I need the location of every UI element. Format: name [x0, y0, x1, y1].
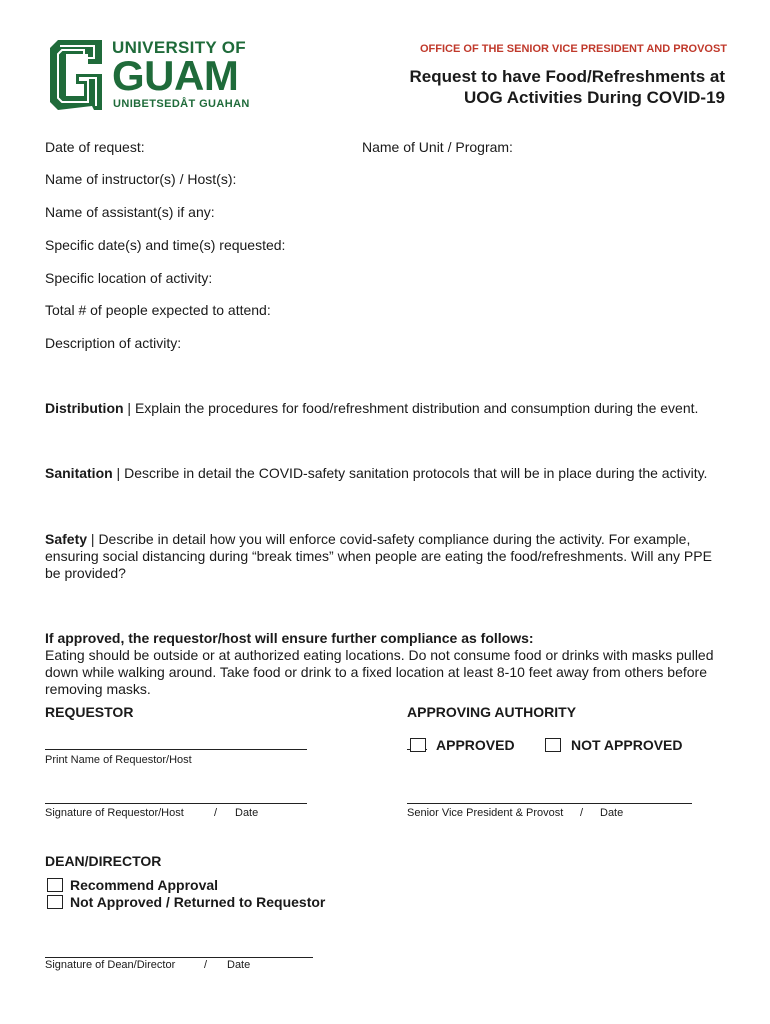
logo-guam: GUAM [112, 52, 239, 99]
provost-signature-line[interactable] [407, 803, 692, 804]
unit-program-label: Name of Unit / Program: [362, 139, 513, 155]
approved-checkbox[interactable] [410, 738, 426, 752]
provost-sep: / [580, 807, 584, 819]
recommend-approval-checkbox[interactable] [47, 878, 63, 892]
form-title [380, 66, 725, 108]
requestor-sep: / [214, 807, 218, 819]
title-line-2: UOG Activities During COVID-19 [463, 88, 725, 107]
dean-not-approved-checkbox[interactable] [47, 895, 63, 909]
dates-times-label: Specific date(s) and time(s) requested: [45, 237, 286, 253]
sanitation-text: | Describe in detail the COVID-safety sanitation protocols that will be in place during the activity. [112, 465, 708, 481]
title-line-1: Request to have Food/Refreshments at [409, 67, 725, 86]
assistant-label: Name of assistant(s) if any: [45, 204, 215, 220]
date-of-request-label: Date of request: [45, 139, 145, 155]
requestor-signature-line[interactable] [45, 803, 307, 804]
not-approved-label: NOT APPROVED [571, 737, 683, 753]
print-name-caption: Print Name of Requestor/Host [45, 754, 192, 766]
recommend-approval-label: Recommend Approval [70, 877, 219, 893]
dean-not-approved-label: Not Approved / Returned to Requestor [70, 894, 326, 910]
distribution-text: | Explain the procedures for food/refreshment distribution and consumption during the event. [123, 400, 699, 416]
sanitation-label: Sanitation [45, 465, 113, 481]
safety-section [45, 531, 715, 582]
dean-signature-caption: Signature of Dean/Director [45, 959, 176, 971]
print-name-line[interactable] [45, 749, 307, 750]
requestor-heading: REQUESTOR [45, 704, 134, 720]
safety-text: | Describe in detail how you will enforce covid-safety compliance during the activity. For example, ensuring social distancing during “break times” when people are eating the food/refreshments. Will any PPE be provided? [45, 531, 712, 581]
requestor-date-caption: Date [235, 807, 259, 819]
description-label: Description of activity: [45, 335, 182, 351]
logo-chamorro-name: UNIBETSEDÅT GUAHAN [113, 98, 250, 110]
dean-heading: DEAN/DIRECTOR [45, 853, 162, 869]
safety-label: Safety [45, 531, 88, 547]
compliance-section [45, 630, 715, 698]
provost-signature-caption: Senior Vice President & Provost [407, 807, 564, 819]
university-logo [44, 36, 254, 116]
location-label: Specific location of activity: [45, 270, 213, 286]
distribution-label: Distribution [45, 400, 124, 416]
logo-university-of: UNIVERSITY OF [112, 38, 246, 57]
total-people-label: Total # of people expected to attend: [45, 302, 271, 318]
office-name: OFFICE OF THE SENIOR VICE PRESIDENT AND PROVOST [420, 43, 728, 55]
approving-heading: APPROVING AUTHORITY [407, 704, 577, 720]
g-emblem-icon [44, 36, 108, 114]
not-approved-checkbox[interactable] [545, 738, 561, 752]
compliance-heading: If approved, the requestor/host will ensure further compliance as follows: [45, 630, 534, 646]
approved-label: APPROVED [436, 737, 515, 753]
instructor-label: Name of instructor(s) / Host(s): [45, 171, 237, 187]
dean-date-caption: Date [227, 959, 251, 971]
compliance-text: Eating should be outside or at authorized eating locations. Do not consume food or drinks with masks pulled down while walking around. Take food or drink to a fixed location at least 8-10 feet away from others before removing masks. [45, 647, 714, 697]
requestor-signature-caption: Signature of Requestor/Host [45, 807, 184, 819]
dean-signature-line[interactable] [45, 957, 313, 958]
distribution-section [45, 400, 725, 417]
provost-date-caption: Date [600, 807, 624, 819]
sanitation-section [45, 465, 725, 482]
dean-sep: / [204, 959, 208, 971]
